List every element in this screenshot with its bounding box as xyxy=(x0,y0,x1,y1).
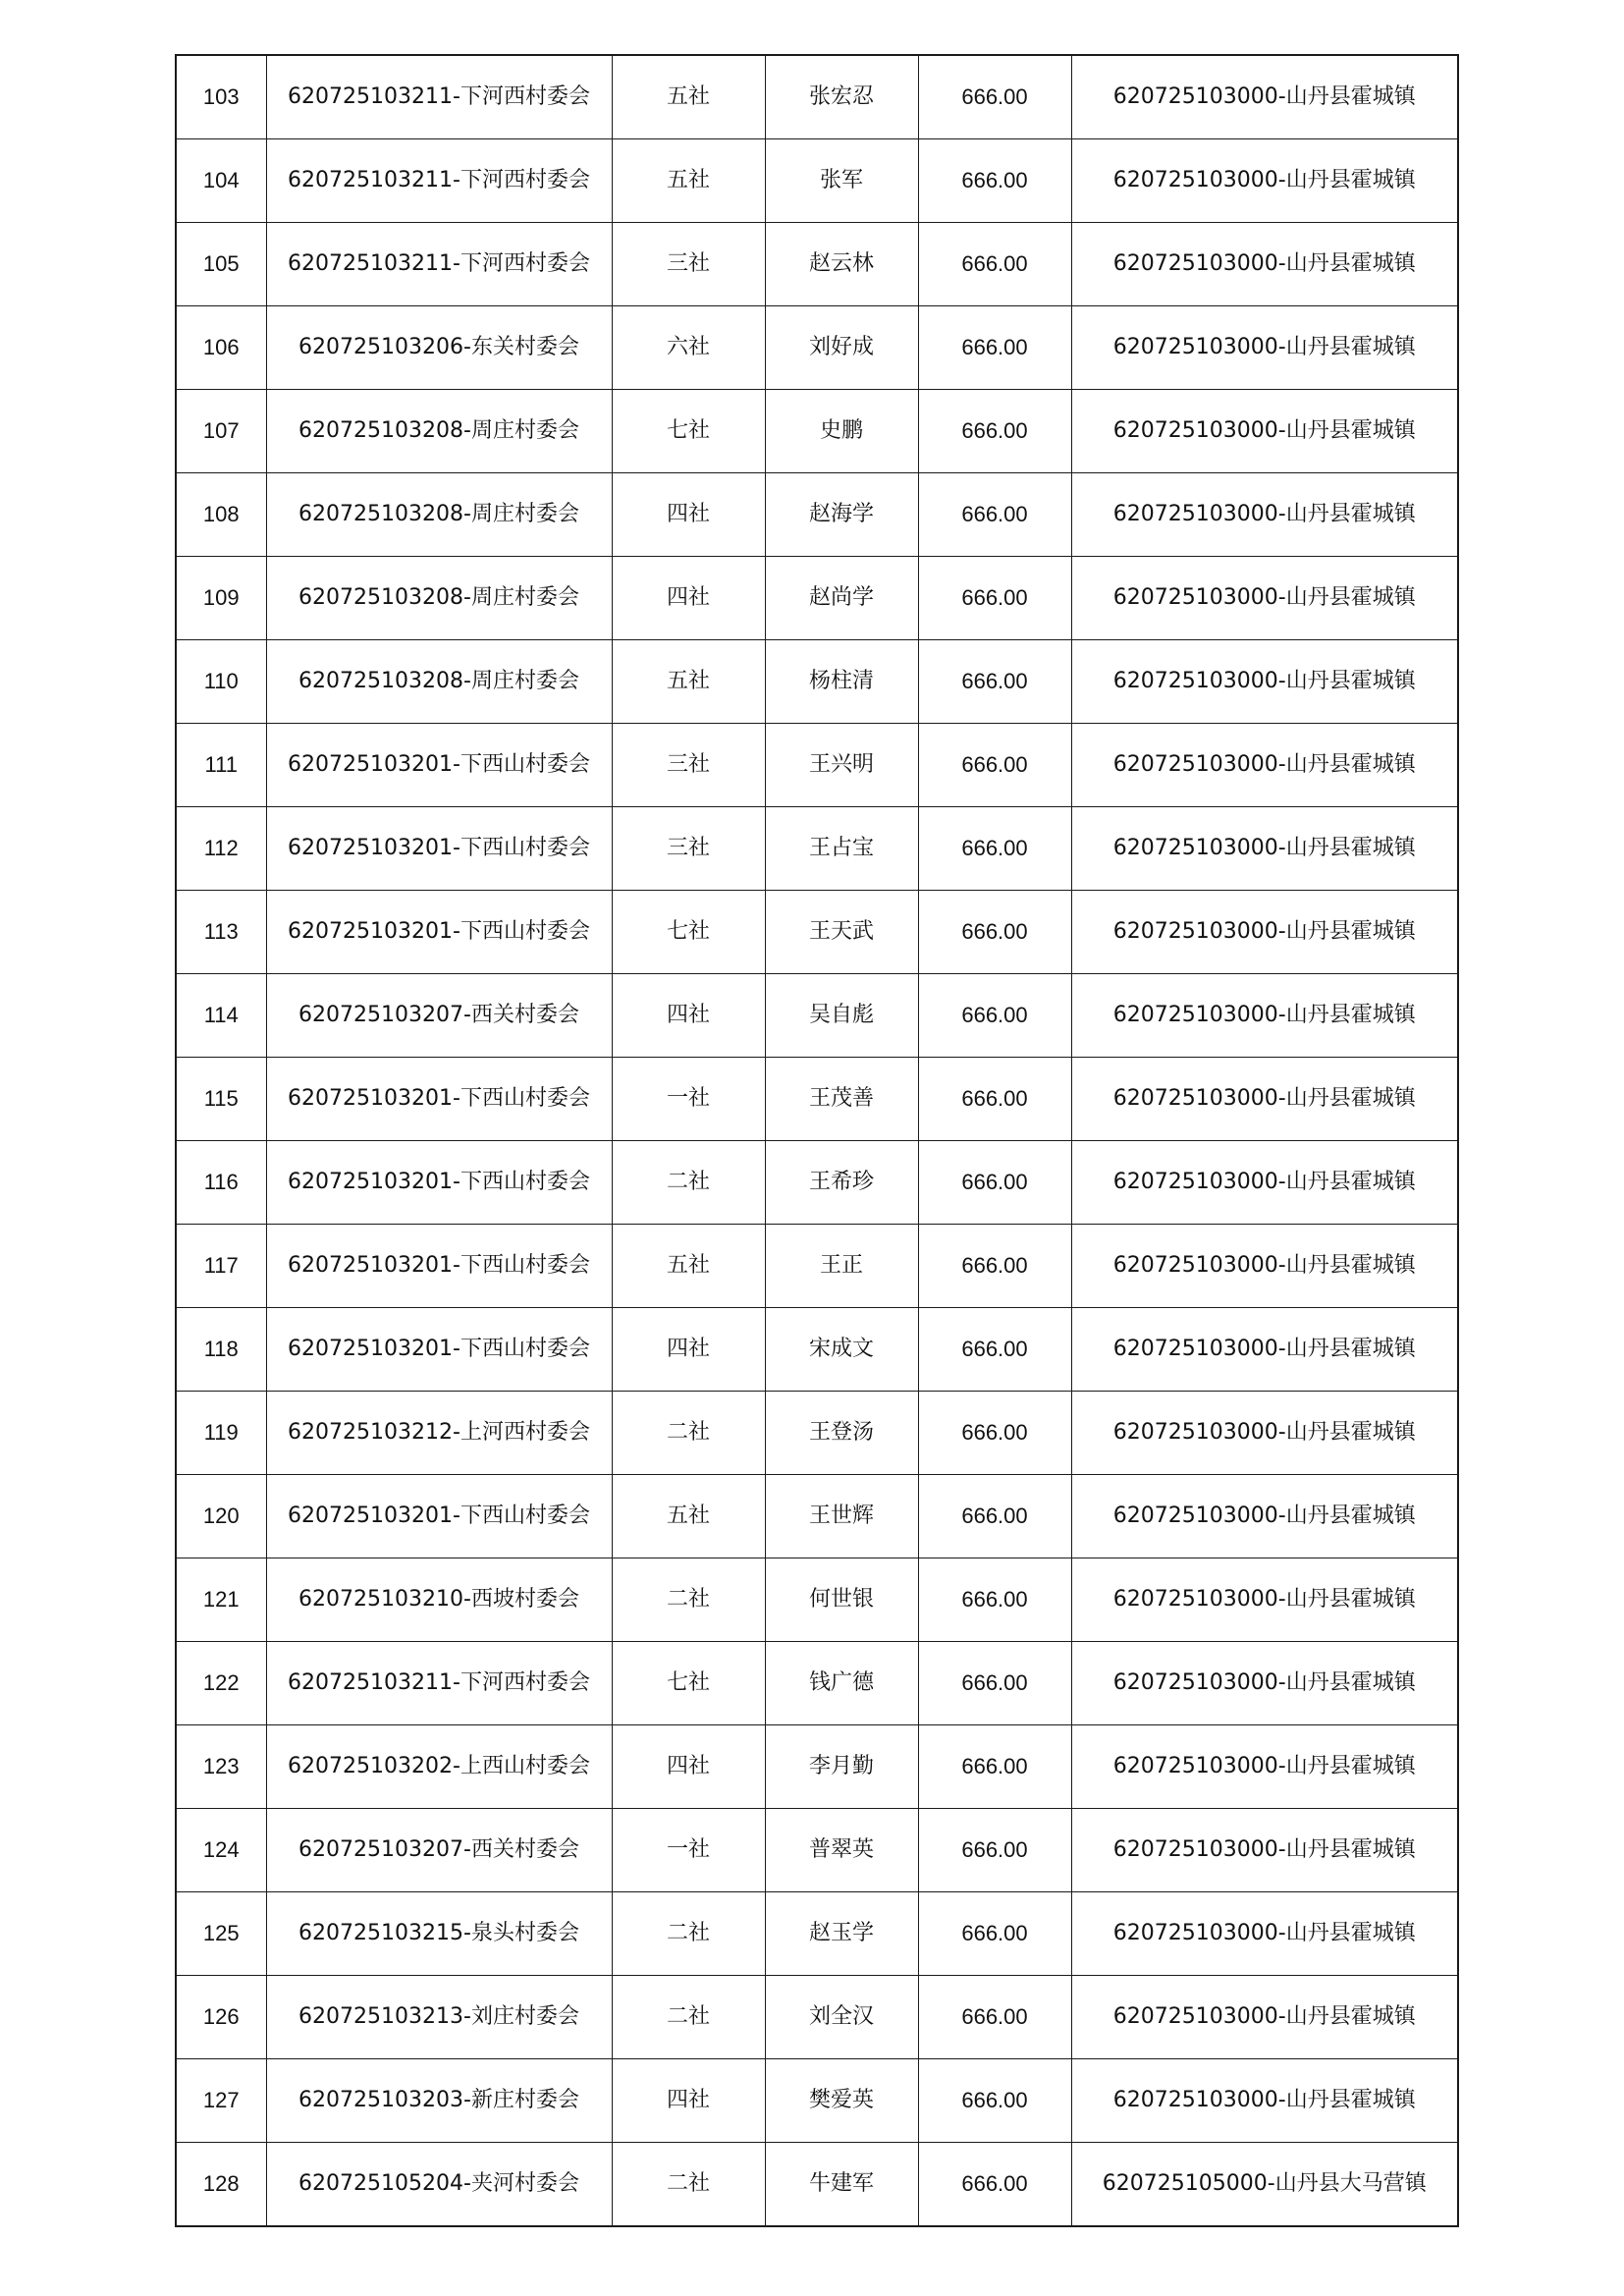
village-committee-cell: 620725103207-西关村委会 xyxy=(266,1809,612,1892)
row-number-cell: 115 xyxy=(176,1058,266,1141)
town-cell: 620725103000-山丹县霍城镇 xyxy=(1071,1308,1458,1392)
village-committee-cell: 620725103203-新庄村委会 xyxy=(266,2059,612,2143)
amount-cell: 666.00 xyxy=(918,891,1071,974)
table-row xyxy=(176,2143,1458,2227)
person-name-cell: 张军 xyxy=(765,139,918,223)
village-committee-cell: 620725103211-下河西村委会 xyxy=(266,139,612,223)
row-number-cell: 128 xyxy=(176,2143,266,2227)
group-cell: 五社 xyxy=(612,640,765,724)
group-cell: 三社 xyxy=(612,807,765,891)
row-number-cell: 126 xyxy=(176,1976,266,2059)
table-row xyxy=(176,390,1458,473)
person-name-cell: 吴自彪 xyxy=(765,974,918,1058)
person-name-cell: 王兴明 xyxy=(765,724,918,807)
village-committee-cell: 620725103211-下河西村委会 xyxy=(266,1642,612,1725)
town-cell: 620725103000-山丹县霍城镇 xyxy=(1071,1225,1458,1308)
group-cell: 五社 xyxy=(612,55,765,139)
group-cell: 二社 xyxy=(612,1392,765,1475)
person-name-cell: 张宏忍 xyxy=(765,55,918,139)
group-cell: 四社 xyxy=(612,1308,765,1392)
person-name-cell: 杨柱清 xyxy=(765,640,918,724)
table-row xyxy=(176,1976,1458,2059)
row-number-cell: 104 xyxy=(176,139,266,223)
village-committee-cell: 620725103201-下西山村委会 xyxy=(266,1058,612,1141)
amount-cell: 666.00 xyxy=(918,1892,1071,1976)
row-number-cell: 105 xyxy=(176,223,266,306)
amount-cell: 666.00 xyxy=(918,2059,1071,2143)
village-committee-cell: 620725103208-周庄村委会 xyxy=(266,557,612,640)
group-cell: 三社 xyxy=(612,724,765,807)
table-row xyxy=(176,1475,1458,1558)
person-name-cell: 何世银 xyxy=(765,1558,918,1642)
village-committee-cell: 620725103211-下河西村委会 xyxy=(266,55,612,139)
person-name-cell: 王正 xyxy=(765,1225,918,1308)
group-cell: 一社 xyxy=(612,1058,765,1141)
town-cell: 620725103000-山丹县霍城镇 xyxy=(1071,473,1458,557)
amount-cell: 666.00 xyxy=(918,1475,1071,1558)
town-cell: 620725103000-山丹县霍城镇 xyxy=(1071,1392,1458,1475)
person-name-cell: 王世辉 xyxy=(765,1475,918,1558)
amount-cell: 666.00 xyxy=(918,807,1071,891)
table-body xyxy=(176,55,1458,2226)
table-row xyxy=(176,55,1458,139)
person-name-cell: 赵尚学 xyxy=(765,557,918,640)
town-cell: 620725103000-山丹县霍城镇 xyxy=(1071,1058,1458,1141)
group-cell: 二社 xyxy=(612,2143,765,2227)
table-row xyxy=(176,1892,1458,1976)
person-name-cell: 刘好成 xyxy=(765,306,918,390)
row-number-cell: 123 xyxy=(176,1725,266,1809)
table-row xyxy=(176,1809,1458,1892)
row-number-cell: 117 xyxy=(176,1225,266,1308)
table-row xyxy=(176,306,1458,390)
amount-cell: 666.00 xyxy=(918,1976,1071,2059)
amount-cell: 666.00 xyxy=(918,1642,1071,1725)
village-committee-cell: 620725103201-下西山村委会 xyxy=(266,724,612,807)
group-cell: 四社 xyxy=(612,473,765,557)
group-cell: 四社 xyxy=(612,2059,765,2143)
table-row xyxy=(176,1058,1458,1141)
row-number-cell: 120 xyxy=(176,1475,266,1558)
village-committee-cell: 620725103212-上河西村委会 xyxy=(266,1392,612,1475)
amount-cell: 666.00 xyxy=(918,974,1071,1058)
table-row xyxy=(176,1225,1458,1308)
person-name-cell: 王茂善 xyxy=(765,1058,918,1141)
village-committee-cell: 620725103202-上西山村委会 xyxy=(266,1725,612,1809)
person-name-cell: 刘全汉 xyxy=(765,1976,918,2059)
amount-cell: 666.00 xyxy=(918,473,1071,557)
table-row xyxy=(176,807,1458,891)
amount-cell: 666.00 xyxy=(918,1058,1071,1141)
village-committee-cell: 620725103201-下西山村委会 xyxy=(266,1475,612,1558)
group-cell: 六社 xyxy=(612,306,765,390)
village-committee-cell: 620725103201-下西山村委会 xyxy=(266,1225,612,1308)
amount-cell: 666.00 xyxy=(918,1809,1071,1892)
row-number-cell: 108 xyxy=(176,473,266,557)
town-cell: 620725105000-山丹县大马营镇 xyxy=(1071,2143,1458,2227)
town-cell: 620725103000-山丹县霍城镇 xyxy=(1071,139,1458,223)
town-cell: 620725103000-山丹县霍城镇 xyxy=(1071,2059,1458,2143)
amount-cell: 666.00 xyxy=(918,306,1071,390)
table-row xyxy=(176,1141,1458,1225)
town-cell: 620725103000-山丹县霍城镇 xyxy=(1071,55,1458,139)
table-row xyxy=(176,139,1458,223)
person-name-cell: 王希珍 xyxy=(765,1141,918,1225)
row-number-cell: 114 xyxy=(176,974,266,1058)
group-cell: 五社 xyxy=(612,1475,765,1558)
row-number-cell: 110 xyxy=(176,640,266,724)
group-cell: 五社 xyxy=(612,1225,765,1308)
amount-cell: 666.00 xyxy=(918,1392,1071,1475)
row-number-cell: 125 xyxy=(176,1892,266,1976)
town-cell: 620725103000-山丹县霍城镇 xyxy=(1071,1892,1458,1976)
amount-cell: 666.00 xyxy=(918,1725,1071,1809)
amount-cell: 666.00 xyxy=(918,640,1071,724)
village-committee-cell: 620725105204-夹河村委会 xyxy=(266,2143,612,2227)
town-cell: 620725103000-山丹县霍城镇 xyxy=(1071,390,1458,473)
amount-cell: 666.00 xyxy=(918,55,1071,139)
table-row xyxy=(176,1308,1458,1392)
row-number-cell: 121 xyxy=(176,1558,266,1642)
group-cell: 一社 xyxy=(612,1809,765,1892)
town-cell: 620725103000-山丹县霍城镇 xyxy=(1071,891,1458,974)
table-row xyxy=(176,557,1458,640)
town-cell: 620725103000-山丹县霍城镇 xyxy=(1071,1558,1458,1642)
table-row xyxy=(176,1642,1458,1725)
table-row xyxy=(176,1392,1458,1475)
village-committee-cell: 620725103208-周庄村委会 xyxy=(266,390,612,473)
row-number-cell: 119 xyxy=(176,1392,266,1475)
town-cell: 620725103000-山丹县霍城镇 xyxy=(1071,1642,1458,1725)
table-row xyxy=(176,223,1458,306)
row-number-cell: 118 xyxy=(176,1308,266,1392)
town-cell: 620725103000-山丹县霍城镇 xyxy=(1071,1141,1458,1225)
row-number-cell: 124 xyxy=(176,1809,266,1892)
town-cell: 620725103000-山丹县霍城镇 xyxy=(1071,557,1458,640)
village-committee-cell: 620725103201-下西山村委会 xyxy=(266,891,612,974)
person-name-cell: 宋成文 xyxy=(765,1308,918,1392)
amount-cell: 666.00 xyxy=(918,1308,1071,1392)
table-row xyxy=(176,2059,1458,2143)
village-committee-cell: 620725103213-刘庄村委会 xyxy=(266,1976,612,2059)
village-committee-cell: 620725103201-下西山村委会 xyxy=(266,1308,612,1392)
row-number-cell: 112 xyxy=(176,807,266,891)
person-name-cell: 李月勤 xyxy=(765,1725,918,1809)
table-row xyxy=(176,1725,1458,1809)
town-cell: 620725103000-山丹县霍城镇 xyxy=(1071,1976,1458,2059)
group-cell: 五社 xyxy=(612,139,765,223)
amount-cell: 666.00 xyxy=(918,223,1071,306)
person-name-cell: 赵玉学 xyxy=(765,1892,918,1976)
beneficiary-table xyxy=(175,54,1459,2227)
group-cell: 七社 xyxy=(612,891,765,974)
group-cell: 二社 xyxy=(612,1141,765,1225)
group-cell: 四社 xyxy=(612,557,765,640)
town-cell: 620725103000-山丹县霍城镇 xyxy=(1071,1809,1458,1892)
town-cell: 620725103000-山丹县霍城镇 xyxy=(1071,1725,1458,1809)
village-committee-cell: 620725103206-东关村委会 xyxy=(266,306,612,390)
town-cell: 620725103000-山丹县霍城镇 xyxy=(1071,807,1458,891)
row-number-cell: 107 xyxy=(176,390,266,473)
row-number-cell: 109 xyxy=(176,557,266,640)
row-number-cell: 106 xyxy=(176,306,266,390)
village-committee-cell: 620725103201-下西山村委会 xyxy=(266,1141,612,1225)
person-name-cell: 赵云林 xyxy=(765,223,918,306)
amount-cell: 666.00 xyxy=(918,557,1071,640)
town-cell: 620725103000-山丹县霍城镇 xyxy=(1071,1475,1458,1558)
amount-cell: 666.00 xyxy=(918,1558,1071,1642)
group-cell: 四社 xyxy=(612,1725,765,1809)
town-cell: 620725103000-山丹县霍城镇 xyxy=(1071,974,1458,1058)
village-committee-cell: 620725103207-西关村委会 xyxy=(266,974,612,1058)
amount-cell: 666.00 xyxy=(918,139,1071,223)
amount-cell: 666.00 xyxy=(918,390,1071,473)
person-name-cell: 普翠英 xyxy=(765,1809,918,1892)
group-cell: 二社 xyxy=(612,1892,765,1976)
row-number-cell: 127 xyxy=(176,2059,266,2143)
person-name-cell: 钱广德 xyxy=(765,1642,918,1725)
table-row xyxy=(176,1558,1458,1642)
village-committee-cell: 620725103208-周庄村委会 xyxy=(266,473,612,557)
amount-cell: 666.00 xyxy=(918,1225,1071,1308)
village-committee-cell: 620725103211-下河西村委会 xyxy=(266,223,612,306)
group-cell: 三社 xyxy=(612,223,765,306)
person-name-cell: 牛建军 xyxy=(765,2143,918,2227)
table-row xyxy=(176,891,1458,974)
town-cell: 620725103000-山丹县霍城镇 xyxy=(1071,640,1458,724)
table-row xyxy=(176,974,1458,1058)
row-number-cell: 113 xyxy=(176,891,266,974)
person-name-cell: 樊爱英 xyxy=(765,2059,918,2143)
group-cell: 七社 xyxy=(612,390,765,473)
row-number-cell: 103 xyxy=(176,55,266,139)
table-row xyxy=(176,640,1458,724)
village-committee-cell: 620725103201-下西山村委会 xyxy=(266,807,612,891)
person-name-cell: 王登汤 xyxy=(765,1392,918,1475)
amount-cell: 666.00 xyxy=(918,1141,1071,1225)
group-cell: 七社 xyxy=(612,1642,765,1725)
town-cell: 620725103000-山丹县霍城镇 xyxy=(1071,306,1458,390)
amount-cell: 666.00 xyxy=(918,724,1071,807)
town-cell: 620725103000-山丹县霍城镇 xyxy=(1071,223,1458,306)
person-name-cell: 赵海学 xyxy=(765,473,918,557)
row-number-cell: 111 xyxy=(176,724,266,807)
village-committee-cell: 620725103208-周庄村委会 xyxy=(266,640,612,724)
group-cell: 二社 xyxy=(612,1558,765,1642)
table-row xyxy=(176,724,1458,807)
person-name-cell: 王占宝 xyxy=(765,807,918,891)
village-committee-cell: 620725103210-西坡村委会 xyxy=(266,1558,612,1642)
town-cell: 620725103000-山丹县霍城镇 xyxy=(1071,724,1458,807)
amount-cell: 666.00 xyxy=(918,2143,1071,2227)
group-cell: 二社 xyxy=(612,1976,765,2059)
person-name-cell: 史鹏 xyxy=(765,390,918,473)
row-number-cell: 122 xyxy=(176,1642,266,1725)
group-cell: 四社 xyxy=(612,974,765,1058)
table-row xyxy=(176,473,1458,557)
village-committee-cell: 620725103215-泉头村委会 xyxy=(266,1892,612,1976)
row-number-cell: 116 xyxy=(176,1141,266,1225)
person-name-cell: 王天武 xyxy=(765,891,918,974)
